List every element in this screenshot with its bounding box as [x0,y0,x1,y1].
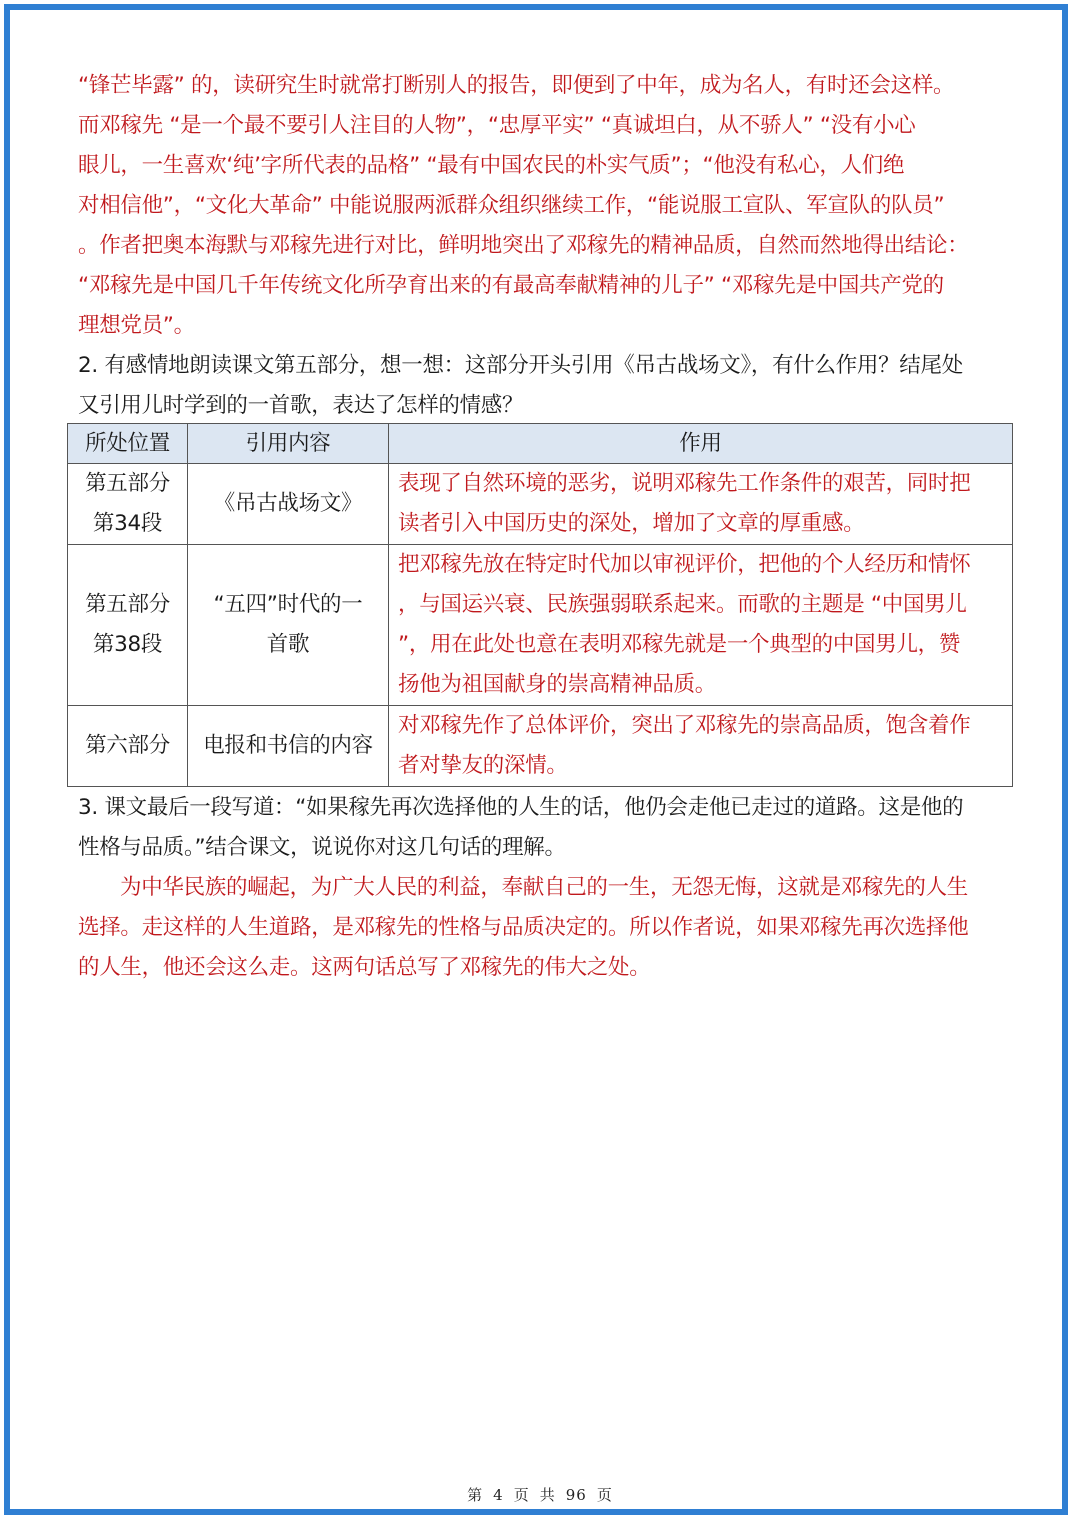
question-2-line: 2. 有感情地朗读课文第五部分，想一想：这部分开头引用《吊古战场文》，有什么作用？结尾处 [78,353,963,378]
effect-text: 读者引入中国历史的深处，增加了文章的厚重感。 [398,511,865,536]
table-row [68,545,1013,706]
effect-cell [389,545,1013,706]
question-3-line: 3. 课文最后一段写道：“如果稼先再次选择他的人生的话，他仍会走他已走过的道路。这是他的 [78,795,964,820]
effect-text: 扬他为祖国献身的崇高精神品质。 [398,672,717,697]
answer-line: 。作者把奥本海默与邓稼先进行对比，鲜明地突出了邓稼先的精神品质，自然而然地得出结论： [78,233,969,258]
position-cell [68,706,188,787]
upper-text-block [78,66,1013,426]
question-3-line: 性格与品质。”结合课文，说说你对这几句话的理解。 [78,835,566,860]
answer-3-line: 选择。走这样的人生道路，是邓稼先的性格与品质决定的。所以作者说，如果邓稼先再次选择他 [78,915,969,940]
answer-line: 对相信他”，“文化大革命” 中能说服两派群众组织继续工作，“能说服工宣队、军宣队的队员” [78,193,945,218]
quote-cell [188,464,389,545]
table-row [68,706,1013,787]
position-cell [68,545,188,706]
answer-3-line: 的人生，他还会这么走。这两句话总写了邓稼先的伟大之处。 [78,955,651,980]
position-text: 第38段 [92,632,163,657]
table-header-row [68,424,1013,464]
quote-cell [188,706,389,787]
quote-cell [188,545,389,706]
effect-cell [389,464,1013,545]
position-text: 第34段 [92,511,163,536]
quote-text: 《吊古战场文》 [213,491,363,516]
question-2-line: 又引用儿时学到的一首歌，表达了怎样的情感？ [78,393,524,418]
effect-cell [389,706,1013,787]
quote-text: 电报和书信的内容 [203,733,373,758]
lower-text-block [78,788,1013,988]
answer-line: 眼儿，一生喜欢‘纯’字所代表的品格” “最有中国农民的朴实气质”；“他没有私心，人们绝 [78,153,905,178]
header-effect: 作用 [389,424,1013,464]
position-text: 第五部分 [85,592,170,617]
header-quote: 引用内容 [188,424,389,464]
answer-3-line: 为中华民族的崛起，为广大人民的利益，奉献自己的一生，无怨无悔，这就是邓稼先的人生 [120,875,969,900]
position-cell [68,464,188,545]
position-text: 第五部分 [85,471,170,496]
quote-table [67,423,1013,787]
total-pages: 96 [565,1486,587,1504]
answer-line: 而邓稼先 “是一个最不要引人注目的人物”，“忠厚平实” “真诚坦白，从不骄人” “没有小心 [78,113,916,138]
effect-text: 表现了自然环境的恶劣，说明邓稼先工作条件的艰苦，同时把 [398,471,971,496]
effect-text: ，与国运兴衰、民族强弱联系起来。而歌的主题是 “中国男儿 [398,592,967,617]
page-number: 4 [493,1486,504,1504]
effect-text: ”，用在此处也意在表明邓稼先就是一个典型的中国男儿，赞 [398,632,961,657]
answer-line: “锋芒毕露” 的，读研究生时就常打断别人的报告，即便到了中年，成为名人，有时还会这样。 [78,73,955,98]
answer-line: “邓稼先是中国几千年传统文化所孕育出来的有最高奉献精神的儿子” “邓稼先是中国共产党的 [78,273,944,298]
footer-ye2: 页 [596,1486,613,1504]
footer-gong: 共 [539,1486,556,1504]
footer-di: 第 [467,1486,484,1504]
table-row [68,464,1013,545]
effect-text: 者对挚友的深情。 [398,753,568,778]
quote-text: 首歌 [266,632,310,657]
header-position: 所处位置 [68,424,188,464]
effect-text: 把邓稼先放在特定时代加以审视评价，把他的个人经历和情怀 [398,552,971,577]
footer-ye: 页 [513,1486,530,1504]
position-text: 第六部分 [85,733,170,758]
answer-line: 理想党员”。 [78,313,195,338]
effect-text: 对邓稼先作了总体评价，突出了邓稼先的崇高品质，饱含着作 [398,713,971,738]
quote-text: “五四”时代的一 [213,592,363,617]
page-footer [0,1484,1080,1505]
